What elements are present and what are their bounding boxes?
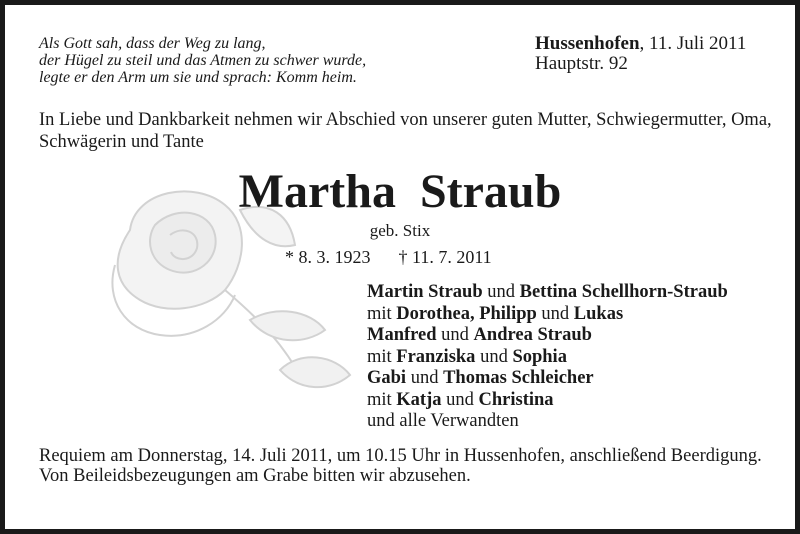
deceased-name: Martha Straub xyxy=(238,165,562,218)
poem-line: der Hügel zu steil und das Atmen zu schwer wurde, xyxy=(39,52,367,69)
city: Hussenhofen xyxy=(535,33,640,54)
mourner-line xyxy=(367,282,728,304)
life-dates xyxy=(285,247,492,268)
mourner-name: Manfred xyxy=(367,325,437,345)
connector: mit xyxy=(367,389,397,410)
mourner-line xyxy=(367,347,728,369)
mourner-name: Sophia xyxy=(512,346,567,367)
condolence-note: Von Beileidsbezeugungen am Grabe bitten wir abzusehen. xyxy=(39,466,471,486)
death-date: † 11. 7. 2011 xyxy=(398,247,492,267)
mourner-line xyxy=(367,304,728,326)
place-date xyxy=(535,34,746,74)
mourner-line: und alle Verwandten xyxy=(367,411,519,431)
connector: und xyxy=(436,325,474,345)
mourner-name: Christina xyxy=(478,389,554,410)
mourner-line xyxy=(367,390,728,412)
mourner-name: Katja xyxy=(396,389,442,410)
connector: und xyxy=(406,368,444,388)
date: , 11. Juli 2011 xyxy=(639,33,747,54)
birth-date: * 8. 3. 1923 xyxy=(285,247,371,267)
connector: mit xyxy=(367,303,397,324)
poem-line: Als Gott sah, dass der Weg zu lang, xyxy=(39,35,266,52)
connector: und xyxy=(441,389,479,410)
mourner-name: Bettina Schellhorn-Straub xyxy=(519,282,728,302)
connector: und xyxy=(482,282,520,302)
requiem-text: Requiem am Donnerstag, 14. Juli 2011, um 10.15 Uhr in Hussenhofen, anschließend Beerdigung. xyxy=(39,446,762,466)
connector: und xyxy=(475,346,513,367)
mourner-name: Dorothea, Philipp xyxy=(396,303,537,324)
mourner-name: Lukas xyxy=(573,303,624,324)
mourner-line xyxy=(367,368,728,390)
connector: und xyxy=(536,303,574,324)
mourner-name: Franziska xyxy=(396,346,476,367)
maiden-name: geb. Stix xyxy=(369,221,431,240)
mourner-name: Andrea Straub xyxy=(473,325,592,345)
service-info xyxy=(39,446,779,486)
mourners-list xyxy=(367,282,728,433)
mourner-name: Martin Straub xyxy=(367,282,483,302)
connector: mit xyxy=(367,346,397,367)
mourner-name: Gabi xyxy=(367,368,407,388)
intro-text: In Liebe und Dankbarkeit nehmen wir Abschied von unserer guten Mutter, Schwiegermutter, Oma, Schwägerin und Tante xyxy=(39,110,772,152)
mourner-line xyxy=(367,325,728,347)
street: Hauptstr. 92 xyxy=(535,53,628,74)
mourner-name: Thomas Schleicher xyxy=(443,368,594,388)
poem xyxy=(39,35,366,86)
poem-line: legte er den Arm um sie und sprach: Komm heim. xyxy=(39,69,357,86)
